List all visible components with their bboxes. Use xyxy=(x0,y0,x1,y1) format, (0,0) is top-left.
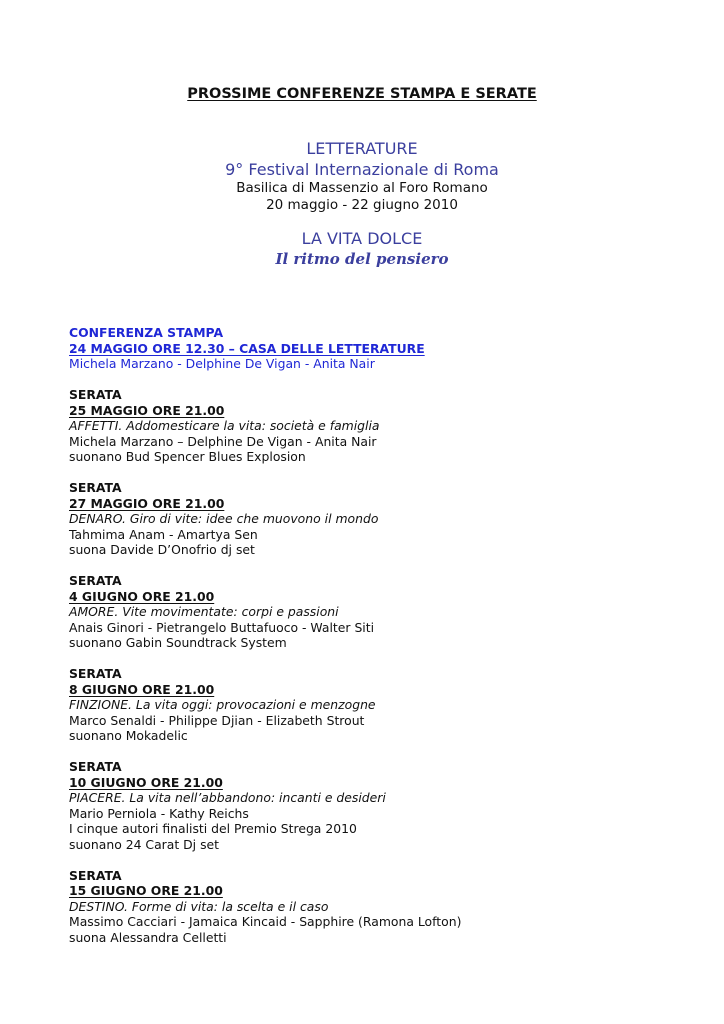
event-music: suonano Bud Spencer Blues Explosion xyxy=(69,449,306,464)
event-kind: SERATA xyxy=(69,867,122,883)
event-kind: CONFERENZA STAMPA xyxy=(69,325,224,340)
event-music: suona Davide D’Onofrio dj set xyxy=(69,542,255,557)
festival-edition: 9° Festival Internazionale di Roma xyxy=(225,160,499,179)
event-participants: Marco Senaldi - Philippe Djian - Elizabeth Strout xyxy=(69,712,365,728)
event-theme: FINZIONE. La vita oggi: provocazioni e menzogne xyxy=(69,697,376,712)
event-date: 8 GIUGNO ORE 21.00 xyxy=(69,681,215,697)
event-date: 15 GIUGNO ORE 21.00 xyxy=(69,883,223,898)
event-kind: SERATA xyxy=(69,387,122,402)
festival-venue: Basilica di Massenzio al Foro Romano xyxy=(236,180,488,196)
event-extra: I cinque autori finalisti del Premio Strega 2010 xyxy=(69,821,357,836)
event-participants: Anais Ginori - Pietrangelo Buttafuoco - Walter Siti xyxy=(69,619,375,635)
event-kind: SERATA xyxy=(69,666,122,681)
event-music: suonano 24 Carat Dj set xyxy=(69,836,220,852)
event-date: 24 MAGGIO ORE 12.30 – CASA DELLE LETTERATURE xyxy=(69,340,425,356)
event-serata xyxy=(69,868,689,946)
event-theme: DESTINO. Forme di vita: la scelta e il caso xyxy=(69,898,329,914)
event-kind: SERATA xyxy=(69,480,122,495)
event-participants: Michela Marzano – Delphine De Vigan - Anita Nair xyxy=(69,433,377,449)
event-serata xyxy=(69,387,689,465)
event-serata xyxy=(69,480,689,558)
event-kind: SERATA xyxy=(69,573,122,588)
event-serata xyxy=(69,666,689,744)
event-date: 27 MAGGIO ORE 21.00 xyxy=(69,495,225,511)
event-participants: Mario Perniola - Kathy Reichs xyxy=(69,805,249,821)
event-theme: AFFETTI. Addomesticare la vita: società e famiglia xyxy=(69,418,380,433)
event-participants: Michela Marzano - Delphine De Vigan - Anita Nair xyxy=(69,356,375,371)
festival-theme: LA VITA DOLCE xyxy=(301,229,423,248)
event-music: suonano Mokadelic xyxy=(69,728,188,743)
page-title: PROSSIME CONFERENZE STAMPA E SERATE xyxy=(187,86,537,102)
event-theme: AMORE. Vite movimentate: corpi e passioni xyxy=(69,604,339,619)
event-date: 4 GIUGNO ORE 21.00 xyxy=(69,588,215,604)
event-date: 10 GIUGNO ORE 21.00 xyxy=(69,774,223,790)
event-list xyxy=(69,325,689,961)
event-serata xyxy=(69,573,689,651)
event-theme: DENARO. Giro di vite: idee che muovono il mondo xyxy=(69,511,379,526)
event-date: 25 MAGGIO ORE 21.00 xyxy=(69,402,225,418)
festival-name: LETTERATURE xyxy=(306,139,418,158)
festival-motto: Il ritmo del pensiero xyxy=(275,250,449,268)
festival-dates: 20 maggio - 22 giugno 2010 xyxy=(266,197,458,213)
event-music: suonano Gabin Soundtrack System xyxy=(69,635,287,650)
event-serata xyxy=(69,759,689,852)
event-conferenza-stampa xyxy=(69,325,689,372)
festival-header xyxy=(0,138,724,269)
event-music: suona Alessandra Celletti xyxy=(69,929,227,945)
event-participants: Massimo Cacciari - Jamaica Kincaid - Sapphire (Ramona Lofton) xyxy=(69,914,462,929)
event-theme: PIACERE. La vita nell’abbandono: incanti e desideri xyxy=(69,790,386,805)
event-kind: SERATA xyxy=(69,759,122,774)
event-participants: Tahmima Anam - Amartya Sen xyxy=(69,526,258,542)
